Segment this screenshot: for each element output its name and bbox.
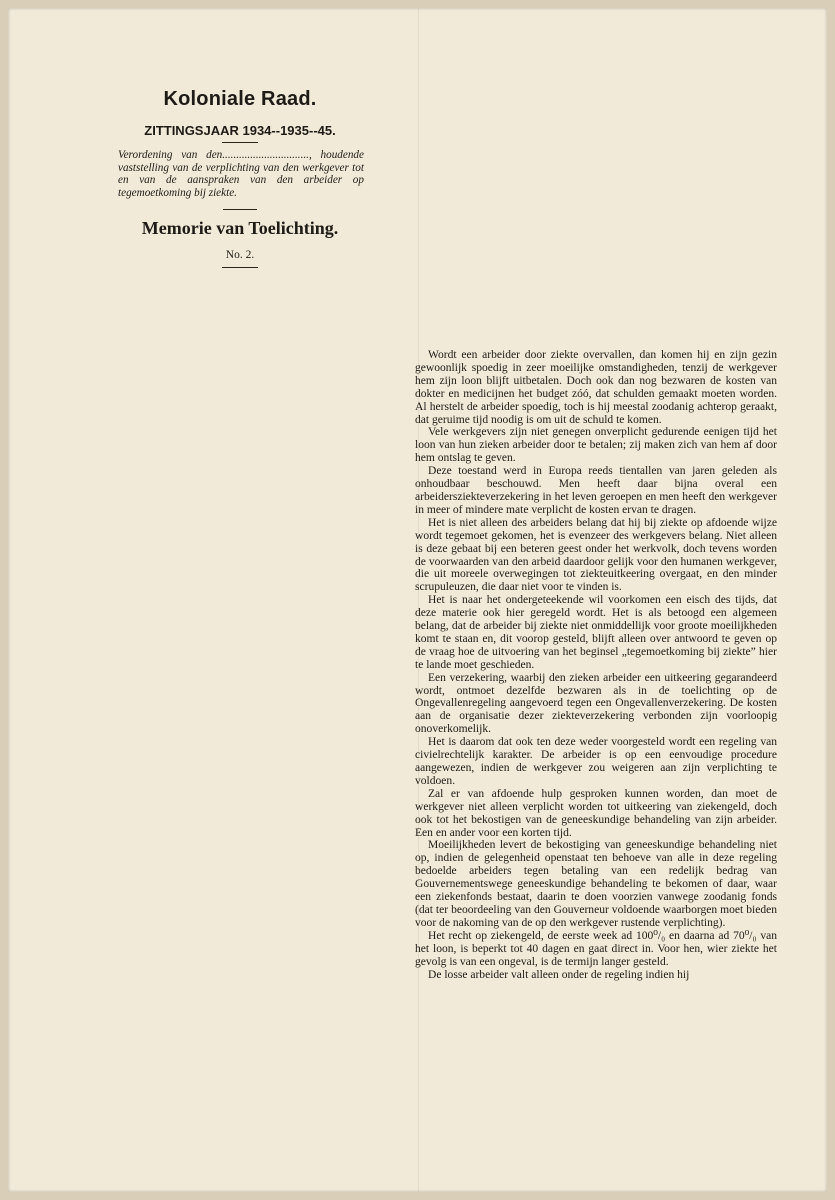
divider	[222, 267, 258, 268]
paragraph: Deze toestand werd in Europa reeds tientallen van jaren geleden als onhoudbaar beschouwd. Men heeft daar bijna overal een arbeidersziekteverzekering in het leven geroepen en men heeft den werkgever in meer of mindere mate verplicht de kosten ervan te dragen.	[415, 465, 777, 516]
divider	[222, 142, 258, 143]
paragraph: Het is daarom dat ook ten deze weder voorgesteld wordt een regeling van civielrechtelijk karakter. De arbeider is op een eenvoudige procedure aangewezen, indien de werkgever zou weigeren aan zijn verplichting te voldoen.	[415, 736, 777, 787]
document-header	[112, 88, 368, 268]
paragraph: Het is niet alleen des arbeiders belang dat hij bij ziekte op afdoende wijze wordt tegemoet gekomen, het is evenzeer des werkgevers belang. Niet alleen is deze gebaat bij een beteren geest onder het werkvolk, doch tevens worden de voorwaarden van den arbeid daardoor gelijk voor den humanen werkgever, die uit moreele overwegingen tot ziekteuitkeering overgaat, en den minder scrupuleuzen, die daar niet voor te vinden is.	[415, 516, 777, 594]
paragraph: Wordt een arbeider door ziekte overvallen, dan komen hij en zijn gezin gewoonlijk spoedig in zeer moeilijke omstandigheden, tenzij de werkgever hem zijn loon blijft uitbetalen. Doch ook dan nog bezwaren de kosten van dokter en medicijnen het budget zóó, dat schulden gemaakt moeten worden. Al herstelt de arbeider spoedig, toch is hij meestal zoodanig achterop geraakt, dat geruime tijd noodig is om uit de schuld te komen.	[415, 349, 777, 426]
session-year: ZITTINGSJAAR 1934--1935--45.	[144, 123, 336, 138]
paragraph: De losse arbeider valt alleen onder de regeling indien hij	[428, 968, 690, 981]
paragraph: Het is naar het ondergeteekende wil voorkomen een eisch des tijds, dat deze materie ook hier geregeld wordt. Het is als betoogd een algemeen belang, dat de arbeider bij ziekte niet onmiddellijk voor groote moeilijkheden komt te staan en, dit voorop gesteld, blijft alleen over antwoord te geven op de vraag hoe de uitvoering van het beginsel „tegemoetkoming bij ziekte” hier te lande moet geschieden.	[415, 594, 777, 671]
paragraph: Vele werkgevers zijn niet genegen onverplicht gedurende eenigen tijd het loon van hun zieken arbeider door te betalen; zij maken zich van hem af door hem ontslag te geven.	[415, 426, 777, 465]
council-title: Koloniale Raad.	[163, 88, 317, 110]
divider	[223, 209, 257, 210]
paragraph: Zal er van afdoende hulp gesproken kunnen worden, dan moet de werkgever niet alleen verplicht worden tot uitkeering van ziekengeld, doch ook tot het bekostigen van de geneeskundige behandeling van zijn arbeider. Een en ander voor een korten tijd.	[415, 787, 777, 839]
memorie-heading: Memorie van Toelichting.	[141, 218, 339, 239]
body-text	[415, 349, 777, 981]
ordinance-description: Verordening van den..............................., houdende vaststelling van de verplichting van den werkgever tot en van de aanspraken van den arbeider op tegemoetkoming bij ziekte.	[118, 149, 364, 199]
paragraph: Moeilijkheden levert de bekostiging van geneeskundige behandeling niet op, indien de gelegenheid openstaat ten behoeve van alle in deze regeling bedoelde arbeiders tegen betaling van een redelijk bedrag van Gouvernementswege geneeskundige behandeling te bekomen of daar, waar een ziekenfonds bestaat, daarin te doen voorzien vanwege zoodanig fonds (dat ter beoordeeling van den Gouverneur voldoende waarborgen moet bieden voor de nakoming van de op den werkgever rustende verplichting).	[415, 839, 777, 929]
paragraph: Een verzekering, waarbij den zieken arbeider een uitkeering gegarandeerd wordt, ontmoet dezelfde bezwaren als in de toelichting op de Ongevallenregeling aangevoerd tegen een Ongevallenverzekering. De kosten aan de organisatie dezer ziekteverzekering verbonden zijn voorloopig onoverkomelijk.	[415, 671, 777, 736]
paragraph: Het recht op ziekengeld, de eerste week ad 100⁰/₀ en daarna ad 70⁰/₀ van het loon, is beperkt tot 40 dagen en gaat direct in. Voor hen, wier ziekte het gevolg is van een ongeval, is de termijn langer gesteld.	[415, 929, 777, 968]
document-number: No. 2.	[225, 249, 255, 262]
